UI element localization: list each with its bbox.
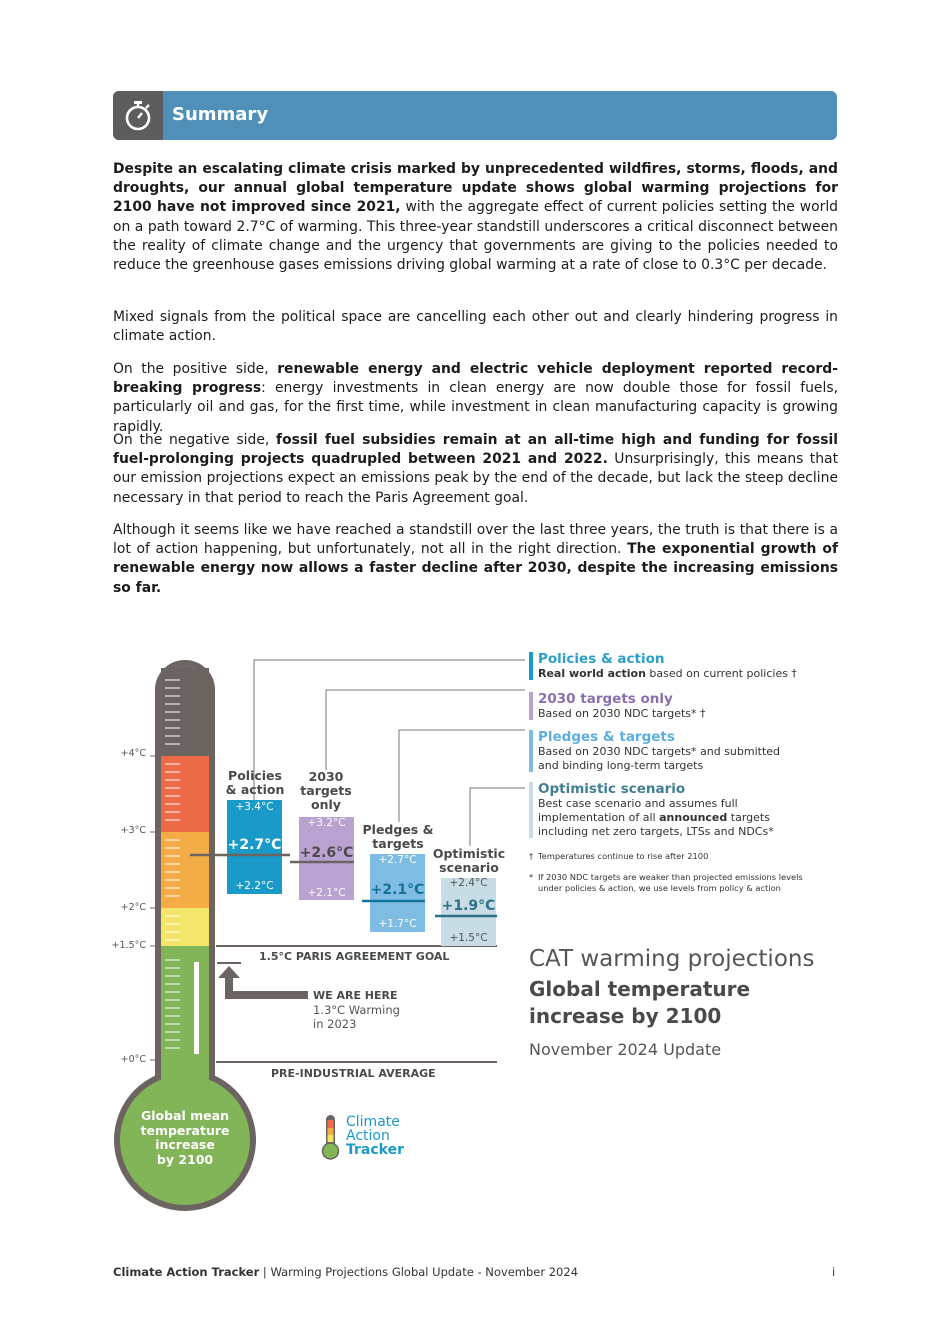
footer-org: Climate Action Tracker bbox=[113, 1265, 260, 1279]
cat-title: CAT warming projections bbox=[529, 946, 815, 972]
legend-item-2030 bbox=[538, 691, 838, 721]
tick-15c: +1.5°C bbox=[111, 940, 146, 951]
bulb-line-4: by 2100 bbox=[156, 1151, 214, 1167]
logo-line: Climate bbox=[346, 1114, 400, 1130]
bar-mid-value: +2.6°C bbox=[299, 845, 354, 861]
legend-desc bbox=[538, 797, 788, 839]
paragraph-3-text: : energy investments in clean energy are now double those for fossil fuels, particularly oil and gas, for the first time, while investment in clean manufacturing capacity is growing rapidly. bbox=[113, 380, 838, 435]
paragraph-5-bold: The exponential growth of renewable energy now allows a faster decline after 2030, despite the increasing emissions so far. bbox=[113, 541, 839, 596]
paragraph-3-bold: renewable energy and electric vehicle deployment reported record-breaking progress bbox=[113, 361, 838, 397]
cat-subtitle bbox=[529, 976, 750, 1030]
scenario-label-line: Optimistic bbox=[432, 846, 506, 861]
cat-subtitle-line: Global temperature bbox=[529, 977, 751, 1001]
legend-desc bbox=[538, 667, 838, 681]
cat-logo-text bbox=[346, 1115, 404, 1157]
section-title: Summary bbox=[172, 104, 269, 125]
paragraph-4-start: On the negative side, bbox=[113, 432, 277, 448]
paragraph-1-text: with the aggregate effect of current policies setting the world on a path toward 2.7°C of warming. This three-year standstill underscores a critical disconnect between the reality of climate change and the urgency that governments are giving to the policies needed to reduce the greenhouse gases emissions driving global warming at a rate of close to 0.3°C per decade. bbox=[113, 199, 838, 274]
scenario-label-optimistic bbox=[428, 847, 510, 875]
note-2-symbol: * bbox=[529, 872, 534, 882]
bar-low-value: +2.2°C bbox=[235, 880, 274, 892]
note-1: Temperatures continue to rise after 2100 bbox=[538, 851, 709, 861]
bulb-label bbox=[125, 1109, 245, 1167]
legend-item-optimistic bbox=[538, 781, 788, 839]
scenario-label-line: 2030 bbox=[308, 769, 344, 784]
legend-title: Pledges & targets bbox=[538, 729, 675, 745]
footer-report: | Warming Projections Global Update - November 2024 bbox=[259, 1265, 579, 1279]
bar-low-value: +2.1°C bbox=[307, 887, 346, 899]
legend-desc-text: Best case scenario and assumes full implementation of all bbox=[538, 797, 738, 824]
legend-desc-text: based on current policies † bbox=[645, 667, 797, 680]
scenario-label-line: targets bbox=[300, 783, 352, 798]
paris-goal-label: 1.5°C PARIS AGREEMENT GOAL bbox=[259, 950, 450, 963]
tick-0c: +0°C bbox=[120, 1054, 146, 1065]
bar-high-value: +3.2°C bbox=[307, 817, 346, 829]
scenario-label-line: Policies bbox=[228, 768, 282, 783]
scenario-label-policies bbox=[215, 769, 295, 797]
legend-title: Optimistic scenario bbox=[538, 781, 686, 797]
cat-logo-icon bbox=[323, 1115, 339, 1159]
we-are-here-sub bbox=[313, 1003, 400, 1031]
bar-mid-value: +2.7°C bbox=[227, 837, 282, 853]
scenario-label-line: Pledges & bbox=[362, 822, 434, 837]
note-1-symbol: † bbox=[529, 851, 534, 861]
bar-mid-value: +2.1°C bbox=[370, 882, 425, 898]
bar-low-value: +1.5°C bbox=[449, 932, 488, 944]
bar-high-value: +2.7°C bbox=[378, 854, 417, 866]
current-level-indicator bbox=[194, 962, 199, 1054]
paragraph-4-bold: fossil fuel subsidies remain at an all-time high and funding for fossil fuel-prolonging projects quadrupled between 2021 and 2022. bbox=[113, 432, 838, 468]
legend-title: 2030 targets only bbox=[538, 691, 673, 707]
cat-subtitle-line: increase by 2100 bbox=[529, 1004, 722, 1028]
tick-2c: +2°C bbox=[120, 902, 146, 913]
bar-high-value: +2.4°C bbox=[449, 877, 488, 889]
scenario-label-pledges bbox=[357, 823, 439, 851]
we-are-here-label: WE ARE HERE bbox=[313, 989, 398, 1002]
we-are-here-arrow bbox=[218, 966, 308, 999]
legend-item-policies bbox=[538, 651, 838, 681]
logo-line: Action bbox=[346, 1128, 390, 1144]
legend-bar-optimistic bbox=[529, 782, 533, 838]
legend-desc: Based on 2030 NDC targets* † bbox=[538, 707, 706, 720]
we-are-here-sub-line: 1.3°C Warming bbox=[313, 1003, 400, 1017]
tick-4c: +4°C bbox=[120, 748, 146, 759]
bulb-line-3: increase bbox=[155, 1137, 215, 1152]
legend-bar-pledges bbox=[529, 730, 533, 772]
scenario-label-line: only bbox=[311, 797, 341, 812]
paragraph-2: Mixed signals from the political space are cancelling each other out and clearly hindering progress in climate action. bbox=[113, 309, 838, 345]
legend-bar-2030 bbox=[529, 692, 533, 720]
preindustrial-label: PRE-INDUSTRIAL AVERAGE bbox=[271, 1067, 436, 1080]
bulb-line-2: temperature bbox=[140, 1122, 230, 1138]
legend-desc: Based on 2030 NDC targets* and submitted and binding long-term targets bbox=[538, 745, 781, 772]
legend-desc-bold: Real world action bbox=[538, 667, 646, 680]
we-are-here-sub-line: in 2023 bbox=[313, 1017, 357, 1031]
tick-3c: +3°C bbox=[120, 825, 146, 836]
paragraph-3-start: On the positive side, bbox=[113, 361, 278, 377]
thermo-band-4 bbox=[161, 756, 209, 832]
scenario-label-line: targets bbox=[372, 836, 424, 851]
note-2: If 2030 NDC targets are weaker than projected emissions levels under policies & action, we use levels from policy & action bbox=[538, 872, 803, 893]
legend-bar-policies bbox=[529, 652, 533, 680]
thermo-band-3 bbox=[161, 832, 209, 908]
legend-desc-bold: announced bbox=[659, 811, 728, 824]
scenario-label-line: & action bbox=[225, 782, 285, 797]
paragraph-1-bold: Despite an escalating climate crisis marked by unprecedented wildfires, storms, floods, and droughts, our annual global temperature update shows global warming projections for 2100 have not improved since 2021, bbox=[113, 161, 838, 216]
paragraph-5-start: Although it seems like we have reached a standstill over the last three years, the truth is that there is a lot of action happening, but unfortunately, not all in the right direction. bbox=[113, 522, 838, 558]
bar-mid-value: +1.9°C bbox=[441, 898, 496, 914]
legend-title: Policies & action bbox=[538, 651, 665, 667]
bar-high-value: +3.4°C bbox=[235, 801, 274, 813]
cat-date: November 2024 Update bbox=[529, 1040, 722, 1059]
bar-low-value: +1.7°C bbox=[378, 918, 417, 930]
scenario-label-2030 bbox=[286, 770, 366, 812]
legend-desc-end: targets including net zero targets, LTSs and NDCs* bbox=[538, 811, 774, 838]
paragraph-4-text: Unsurprisingly, this means that our emission projections expect an emissions peak by the end of the decade, but lack the steep decline necessary in that period to reach the Paris Agreement goal. bbox=[113, 451, 839, 506]
bulb-line-1: Global mean bbox=[141, 1108, 229, 1123]
scenario-label-line: scenario bbox=[439, 860, 499, 875]
footer-text bbox=[113, 1265, 578, 1279]
legend-item-pledges bbox=[538, 729, 788, 773]
page-number: i bbox=[832, 1265, 836, 1279]
legend-connectors bbox=[254, 660, 525, 846]
logo-line: Tracker bbox=[346, 1142, 404, 1158]
